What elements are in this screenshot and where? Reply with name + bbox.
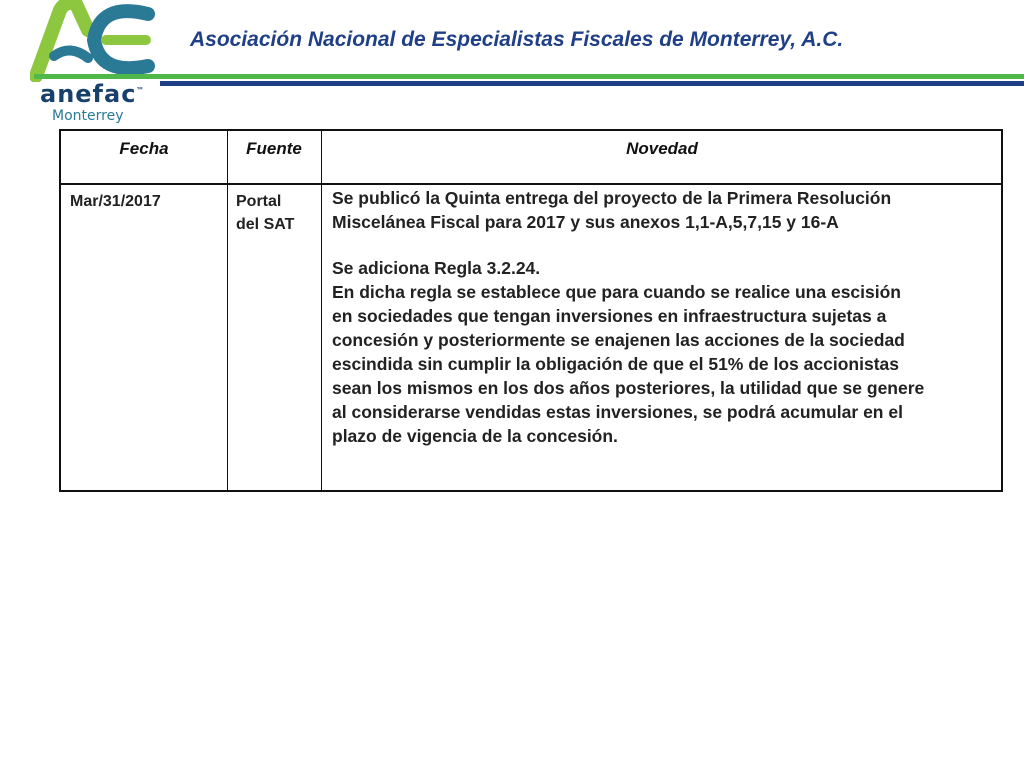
page-title: Asociación Nacional de Especialistas Fiscales de Monterrey, A.C. <box>190 28 844 51</box>
logo-trademark: ™ <box>136 86 144 95</box>
novedad-intro-line: Se publicó la Quinta entrega del proyecto de la Primera Resolución <box>332 188 892 208</box>
header-rule-green <box>34 74 1024 79</box>
cell-novedad <box>332 186 1008 448</box>
anefac-logo <box>30 0 160 128</box>
novedad-body-line: escindida sin cumplir la obligación de que el 51% de los accionistas <box>332 354 899 374</box>
cell-fuente <box>236 190 294 236</box>
cell-fecha: Mar/31/2017 <box>70 193 161 210</box>
novedad-body-line: plazo de vigencia de la concesión. <box>332 426 618 446</box>
novedad-regla: Se adiciona Regla 3.2.24. <box>332 258 541 278</box>
logo-city: Monterrey <box>52 108 124 124</box>
novedad-body-line: en sociedades que tengan inversiones en infraestructura sujetas a <box>332 306 887 326</box>
anefac-mark-icon <box>30 0 160 82</box>
logo-wordmark: anefac <box>40 80 137 108</box>
news-table <box>59 129 1003 492</box>
header-novedad: Novedad <box>626 139 698 158</box>
novedad-body-line: concesión y posteriormente se enajenen las acciones de la sociedad <box>332 330 905 350</box>
cell-fuente-line: Portal <box>236 193 282 210</box>
header-divider <box>61 183 1001 185</box>
novedad-intro-line: Miscelánea Fiscal para 2017 y sus anexos 1,1-A,5,7,15 y 16-A <box>332 212 839 232</box>
header-fuente: Fuente <box>246 139 302 158</box>
novedad-body-line: En dicha regla se establece que para cuando se realice una escisión <box>332 282 901 302</box>
cell-fuente-line: del SAT <box>236 216 295 233</box>
novedad-body-line: sean los mismos en los dos años posteriores, la utilidad que se genere <box>332 378 925 398</box>
header-rule-blue <box>160 81 1024 86</box>
novedad-body-line: al considerarse vendidas estas inversiones, se podrá acumular en el <box>332 402 903 422</box>
header-fecha: Fecha <box>119 139 169 158</box>
